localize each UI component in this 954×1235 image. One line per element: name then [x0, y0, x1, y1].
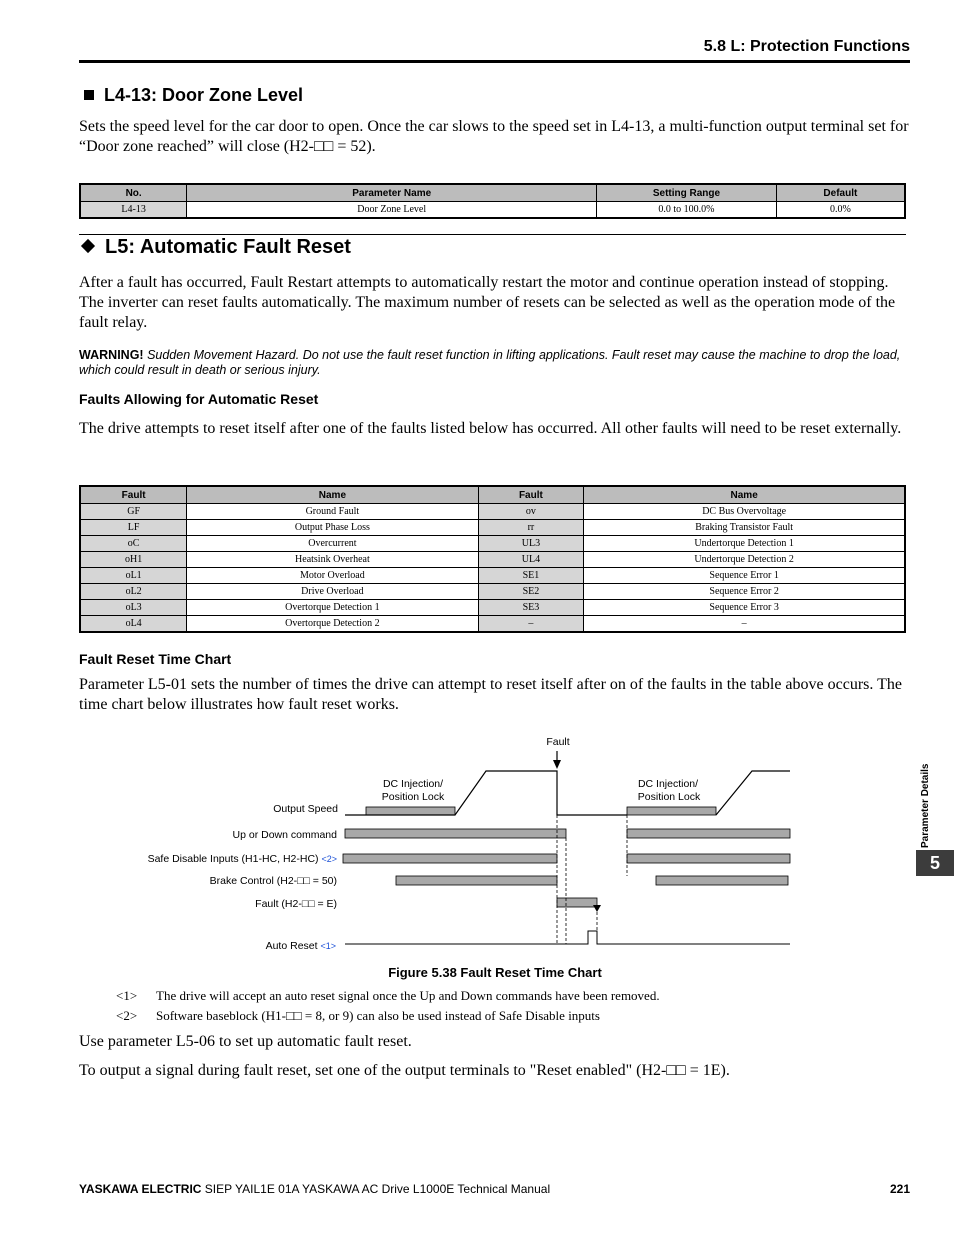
table-cell: Overcurrent: [187, 536, 478, 552]
table-cell: –: [584, 616, 905, 633]
table-row: [80, 520, 905, 536]
table-row: [80, 584, 905, 600]
safe-disable-bar-1: [343, 854, 557, 863]
table-cell: Door Zone Level: [187, 202, 597, 219]
footer-manual: SIEP YAIL1E 01A YASKAWA AC Drive L1000E Technical Manual: [201, 1182, 551, 1196]
table-row: [80, 552, 905, 568]
page-number: 221: [889, 1182, 910, 1196]
table-cell: GF: [80, 504, 187, 520]
footnote-2: <2> Software baseblock (H1-□□ = 8, or 9) can also be used instead of Safe Disable inputs: [116, 1008, 600, 1023]
table-cell: Sequence Error 2: [584, 584, 905, 600]
chart-description: Parameter L5-01 sets the number of times the drive can attempt to reset itself after on of the faults in the table above occurs. The time chart below illustrates how fault reset works.: [79, 676, 902, 713]
table-cell: Undertorque Detection 1: [584, 536, 905, 552]
up-down-label: Up or Down command: [232, 829, 337, 841]
side-tab-label: Parameter Details: [920, 763, 931, 848]
up-down-bar-2: [627, 829, 790, 838]
table-cell: rr: [478, 520, 584, 536]
fault-arrow-icon: [553, 760, 561, 769]
output-speed-waveform-1: [345, 771, 627, 815]
figure-caption: Figure 5.38 Fault Reset Time Chart: [388, 965, 602, 980]
table-cell: UL4: [478, 552, 584, 568]
table-row: [80, 616, 905, 633]
table-cell: Sequence Error 3: [584, 600, 905, 616]
table-cell: SE1: [478, 568, 584, 584]
footer-company: YASKAWA ELECTRIC: [79, 1182, 202, 1196]
footnote-1: <1> The drive will accept an auto reset signal once the Up and Down commands have been removed.: [116, 988, 660, 1003]
table-cell: oL4: [80, 616, 187, 633]
dc-injection-bar-2: [627, 807, 716, 815]
safe-disable-label: Safe Disable Inputs (H1-HC, H2-HC) <2>: [147, 853, 337, 865]
footer: [79, 1182, 550, 1196]
col-header: Default: [776, 184, 905, 202]
chapter-tab[interactable]: 5: [916, 850, 954, 876]
table-cell: 0.0%: [776, 202, 905, 219]
l5-heading: L5: Automatic Fault Reset: [83, 236, 351, 259]
table-cell: SE3: [478, 600, 584, 616]
table-cell: Overtorque Detection 1: [187, 600, 478, 616]
faults-description: The drive attempts to reset itself after one of the faults listed below has occurred. All other faults will need to be reset externally.: [79, 420, 902, 437]
l4-13-description: Sets the speed level for the car door to open. Once the car slows to the speed set in L4-13, a multi-function output terminal set for “Door zone reached” will close (H2-□□ = 52).: [79, 118, 909, 155]
col-header: Name: [187, 486, 478, 504]
warning-notice: [79, 348, 909, 378]
table-cell: Ground Fault: [187, 504, 478, 520]
table-cell: UL3: [478, 536, 584, 552]
table-cell: Undertorque Detection 2: [584, 552, 905, 568]
table-cell: Motor Overload: [187, 568, 478, 584]
col-header: Fault: [80, 486, 187, 504]
table-cell: oL2: [80, 584, 187, 600]
table-row: [80, 568, 905, 584]
warning-text: Sudden Movement Hazard. Do not use the fault reset function in lifting applications. Fault reset may cause the machine to drop the load, which could result in death or serious injury.: [79, 348, 901, 377]
diamond-bullet-icon: [81, 239, 95, 253]
table-row: [80, 536, 905, 552]
dc-injection-label-2: DC Injection/: [637, 778, 699, 790]
output-speed-label: Output Speed: [273, 803, 338, 815]
outro-paragraph-1: Use parameter L5-06 to set up automatic fault reset.: [79, 1033, 412, 1050]
table-cell: Heatsink Overheat: [187, 552, 478, 568]
col-header: Parameter Name: [187, 184, 597, 202]
table-cell: oH1: [80, 552, 187, 568]
table-cell: –: [478, 616, 584, 633]
chart-heading: Fault Reset Time Chart: [79, 651, 232, 667]
table-cell: oC: [80, 536, 187, 552]
table-row: [80, 600, 905, 616]
header-rule: [79, 60, 910, 63]
col-header: Setting Range: [597, 184, 777, 202]
table-cell: ov: [478, 504, 584, 520]
safe-disable-bar-2: [627, 854, 790, 863]
table-cell: Drive Overload: [187, 584, 478, 600]
position-lock-label-1: Position Lock: [381, 791, 445, 803]
table-cell: Sequence Error 1: [584, 568, 905, 584]
table-cell: SE2: [478, 584, 584, 600]
col-header: No.: [80, 184, 187, 202]
brake-control-bar-2: [656, 876, 788, 885]
col-header: Fault: [478, 486, 584, 504]
section-title: 5.8 L: Protection Functions: [703, 38, 910, 55]
table-cell: DC Bus Overvoltage: [584, 504, 905, 520]
table-cell: Braking Transistor Fault: [584, 520, 905, 536]
auto-reset-label: Auto Reset <1>: [265, 940, 336, 952]
arrow-down-icon: [593, 905, 601, 912]
table-cell: LF: [80, 520, 187, 536]
auto-reset-waveform: [345, 931, 790, 944]
brake-control-bar-1: [396, 876, 557, 885]
section-divider: [79, 234, 906, 235]
l5-intro: After a fault has occurred, Fault Restart attempts to automatically restart the motor and continue operation instead of stopping. The inverter can reset faults automatically. The maximum number of resets can be selected as well as the operation mode of the fault relay.: [79, 274, 896, 331]
up-down-bar-1: [345, 829, 566, 838]
l4-13-parameter-table: [79, 183, 906, 219]
fault-table: [79, 485, 906, 633]
table-cell: 0.0 to 100.0%: [597, 202, 777, 219]
square-bullet-icon: [84, 90, 94, 100]
table-cell: oL1: [80, 568, 187, 584]
table-row: [80, 504, 905, 520]
col-header: Name: [584, 486, 905, 504]
dc-injection-label-1: DC Injection/: [382, 778, 444, 790]
outro-paragraph-2: To output a signal during fault reset, set one of the output terminals to "Reset enabled" (H2-□□ = 1E).: [79, 1062, 730, 1079]
output-speed-waveform-2: [716, 771, 790, 815]
table-cell: Output Phase Loss: [187, 520, 478, 536]
dc-injection-bar-1: [366, 807, 455, 815]
brake-control-label: Brake Control (H2-□□ = 50): [209, 875, 337, 887]
table-row: [80, 202, 905, 219]
table-cell: oL3: [80, 600, 187, 616]
fault-output-bar: [557, 898, 597, 907]
position-lock-label-2: Position Lock: [637, 791, 701, 803]
fault-output-label: Fault (H2-□□ = E): [255, 898, 337, 910]
l4-13-heading: L4-13: Door Zone Level: [84, 85, 303, 106]
fault-label: Fault: [546, 736, 570, 748]
table-cell: L4-13: [80, 202, 187, 219]
warning-label: WARNING!: [79, 348, 144, 362]
faults-heading: Faults Allowing for Automatic Reset: [79, 391, 319, 407]
table-cell: Overtorque Detection 2: [187, 616, 478, 633]
